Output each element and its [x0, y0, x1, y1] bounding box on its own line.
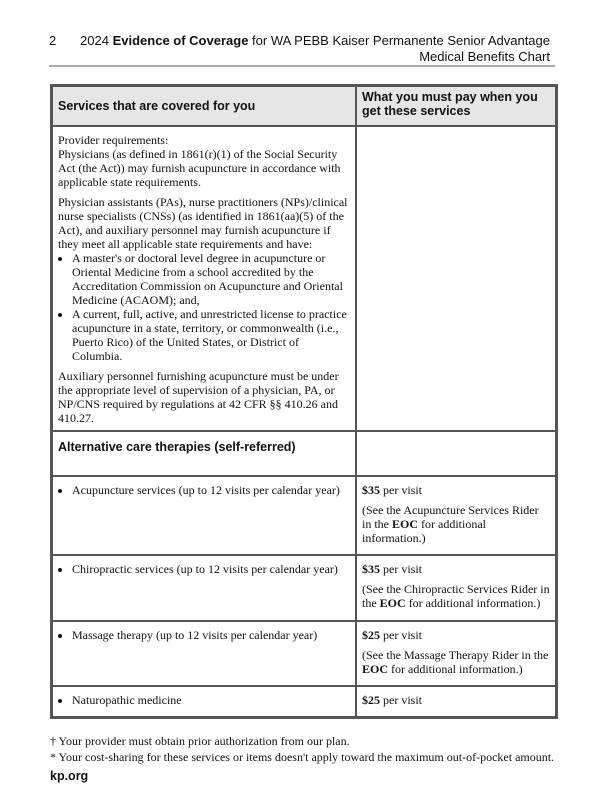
- footnote-dagger: † Your provider must obtain prior authorization from our plan.: [50, 734, 350, 748]
- benefits-table: [50, 84, 558, 719]
- note-text: (See the Acupuncture Services Rider in the: [362, 502, 539, 531]
- note-text: for additional information.): [362, 516, 486, 545]
- copay-note: [362, 503, 550, 545]
- site-link[interactable]: kp.org: [50, 769, 89, 783]
- note-text: for additional information.): [405, 595, 541, 610]
- page-number: 2: [49, 33, 57, 48]
- copay-unit: per visit: [380, 482, 422, 497]
- copay-amount: $25: [362, 692, 380, 707]
- copay-unit: per visit: [380, 627, 422, 642]
- note-text: (See the Chiropractic Services Rider in the: [362, 581, 550, 610]
- note-bold: EOC: [392, 516, 419, 531]
- footnote-asterisk: * Your cost-sharing for these services or items doesn't apply toward the maximum out-of-pocket amount.: [50, 750, 555, 764]
- header-rest: for WA PEBB Kaiser Permanente Senior Advantage: [248, 33, 550, 48]
- copay-amount: $35: [362, 482, 380, 497]
- copay-unit: per visit: [380, 692, 422, 707]
- list-item: • A master's or doctoral level degree in acupuncture or Oriental Medicine from a school accredited by the Accreditation Commission on Acupuncture and Oriental Medicine (ACAOM); and,: [72, 251, 350, 307]
- note-bold: EOC: [362, 661, 389, 676]
- provider-paragraph: Physicians (as defined in 1861(r)(1) of the Social Security Act (the Act)) may furnish acupuncture in accordance with applicable state requirements.: [58, 146, 341, 189]
- table-row: [52, 476, 557, 555]
- table-row: [52, 555, 557, 621]
- section-header: Alternative care therapies (self-referred): [52, 431, 357, 476]
- col2-header: What you must pay when you get these services: [356, 86, 557, 126]
- header-year: 2024: [80, 33, 113, 48]
- table-row: [52, 621, 557, 686]
- note-bold: EOC: [379, 595, 406, 610]
- copay-amount: $25: [362, 627, 380, 642]
- copay-note: [362, 582, 550, 610]
- note-text: for additional information.): [388, 661, 523, 676]
- table-header-row: [52, 86, 557, 126]
- copay-amount: $35: [362, 561, 380, 576]
- footnotes: [50, 733, 558, 765]
- note-text: (See the Massage Therapy Rider in the: [362, 647, 549, 662]
- copay-note: [362, 648, 550, 676]
- provider-heading: Provider requirements:: [58, 132, 169, 147]
- service-name: • Massage therapy (up to 12 visits per calendar year): [72, 628, 350, 642]
- section-header-row: [52, 431, 557, 476]
- header-subtitle: Medical Benefits Chart: [419, 49, 550, 64]
- service-name: • Acupuncture services (up to 12 visits per calendar year): [72, 483, 350, 497]
- col1-header: Services that are covered for you: [52, 86, 357, 126]
- provider-requirements-row: [52, 126, 557, 431]
- service-name: • Chiropractic services (up to 12 visits per calendar year): [72, 562, 350, 576]
- header-bold: Evidence of Coverage: [112, 33, 249, 48]
- provider-paragraph: Auxiliary personnel furnishing acupuncture must be under the appropriate level of supervision of a physician, PA, or NP/CNS required by regulations at 42 CFR §§ 410.26 and 410.27.: [58, 368, 339, 425]
- service-name: • Naturopathic medicine: [72, 693, 350, 707]
- list-item: • A current, full, active, and unrestricted license to practice acupuncture in a state, territory, or commonwealth (i.e., Puerto Rico) of the United States, or District of Columbia.: [72, 307, 350, 363]
- copay-unit: per visit: [380, 561, 422, 576]
- table-row: [52, 686, 557, 718]
- provider-paragraph: Physician assistants (PAs), nurse practitioners (NPs)/clinical nurse specialists (CNSs) (as identified in 1861(aa)(5) of the Act), and auxiliary personnel may furnish acupuncture if they meet all applicable state requirements and have:: [58, 194, 348, 251]
